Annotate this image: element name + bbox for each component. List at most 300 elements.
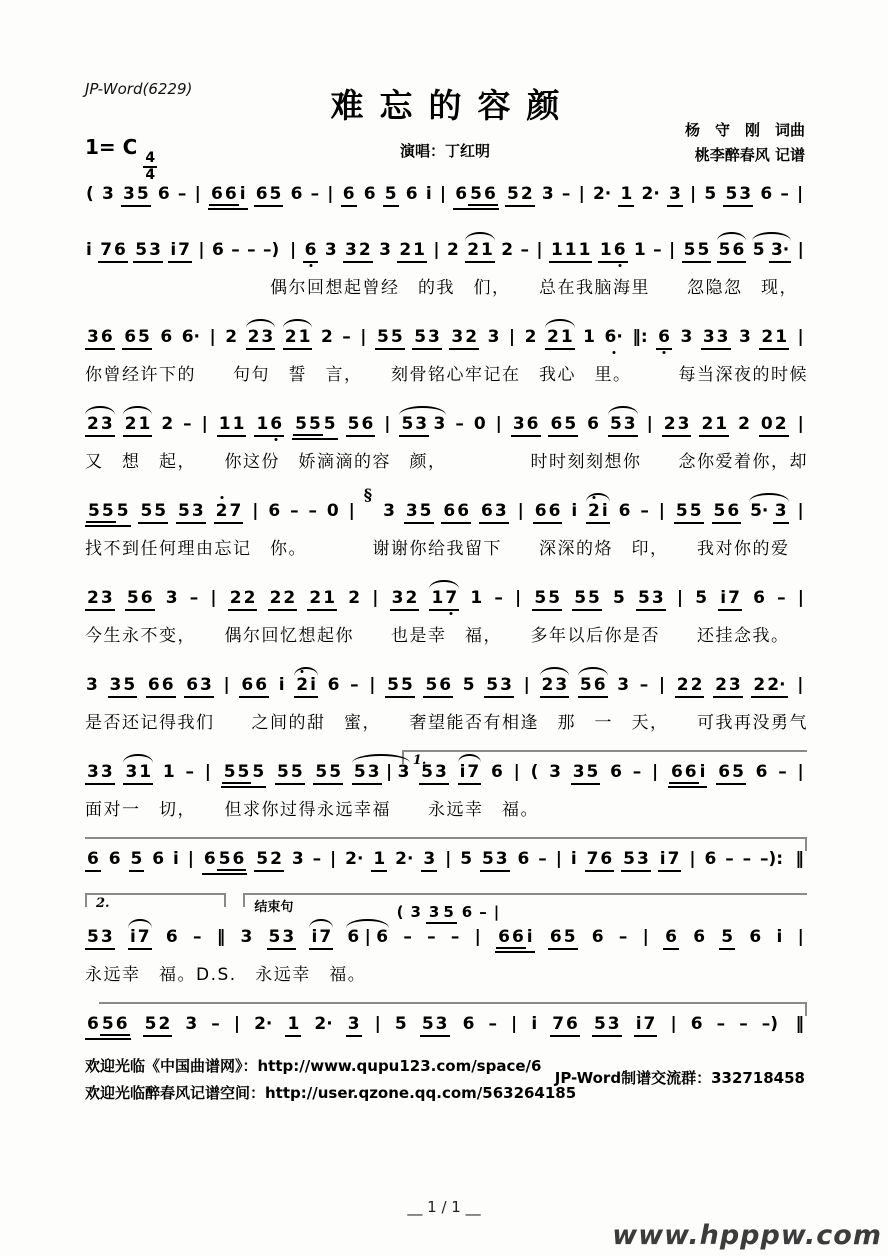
beam-group bbox=[608, 414, 638, 437]
beam-group bbox=[550, 1014, 580, 1037]
note: 5 bbox=[315, 762, 328, 782]
score-line bbox=[85, 572, 805, 646]
notation-row bbox=[85, 762, 805, 789]
beam-group bbox=[267, 927, 297, 950]
note: 1 bbox=[138, 414, 151, 434]
beam-group bbox=[429, 588, 459, 611]
slur-arc bbox=[749, 501, 789, 524]
note: 3 bbox=[261, 327, 274, 347]
beam-group bbox=[682, 240, 712, 263]
note: 6 bbox=[526, 414, 539, 434]
note: i bbox=[720, 588, 727, 608]
note: 2 bbox=[309, 588, 322, 608]
beam-group bbox=[548, 414, 578, 437]
music-symbol: –) bbox=[761, 1014, 779, 1034]
note: 6 bbox=[327, 675, 340, 695]
lyrics-row: 偶尔回想起曾经 的我 们， 总在我脑海里 忽隐忽 现， bbox=[85, 278, 798, 298]
note: 5 bbox=[421, 762, 433, 782]
music-symbol: – bbox=[725, 849, 734, 869]
score-line bbox=[85, 746, 805, 820]
beam-group bbox=[773, 501, 789, 524]
music-symbol: – bbox=[247, 240, 256, 260]
score-line bbox=[85, 833, 805, 876]
note: i bbox=[129, 927, 136, 947]
barline: | bbox=[348, 501, 355, 521]
beam-group bbox=[217, 849, 247, 871]
music-symbol: – bbox=[350, 675, 359, 695]
note: 6 bbox=[232, 849, 245, 869]
beam-group bbox=[85, 762, 115, 785]
note: 2 bbox=[269, 588, 282, 608]
note: 5 bbox=[462, 675, 475, 695]
barline: | bbox=[658, 501, 665, 521]
note: 1 bbox=[373, 849, 386, 869]
music-symbol: – bbox=[632, 762, 642, 782]
beam-group bbox=[209, 184, 239, 206]
music-symbol: – bbox=[403, 927, 412, 947]
music-symbol: – bbox=[653, 240, 662, 260]
note: 3 bbox=[291, 849, 304, 869]
note: i bbox=[170, 240, 177, 260]
slur-arc bbox=[578, 675, 608, 698]
score-line bbox=[85, 889, 805, 985]
note: 3 bbox=[623, 414, 636, 434]
note: 7 bbox=[229, 501, 242, 521]
note: 6 bbox=[534, 501, 547, 521]
music-symbol: – bbox=[308, 501, 317, 521]
note: 5 bbox=[130, 849, 143, 869]
beam-group bbox=[123, 762, 153, 785]
note: 5 bbox=[421, 1014, 434, 1034]
note: 6 bbox=[290, 184, 303, 204]
barline: | bbox=[384, 414, 391, 434]
music-symbol: – bbox=[450, 927, 460, 947]
note: 3 bbox=[607, 1014, 620, 1034]
note: 3 bbox=[345, 240, 357, 260]
note: 5 bbox=[486, 675, 499, 695]
beam-group bbox=[343, 240, 373, 263]
note: 6 bbox=[593, 675, 606, 695]
lyrics-row: 今生永不变， 偶尔回忆想起你 也是幸 福， 多年以后你是否 还挂念我。 bbox=[85, 626, 790, 646]
note: i bbox=[601, 501, 608, 521]
barline: ‖ bbox=[795, 849, 804, 869]
note: i bbox=[571, 501, 578, 521]
note: i bbox=[776, 927, 783, 947]
barline: | bbox=[374, 1014, 381, 1034]
note: 6 bbox=[100, 327, 113, 347]
note: 1 bbox=[323, 588, 336, 608]
note: 5 bbox=[178, 501, 190, 521]
note: 6 bbox=[304, 240, 317, 260]
note: 5 bbox=[548, 588, 561, 608]
slur-arc bbox=[246, 327, 276, 350]
slur-arc bbox=[294, 675, 318, 698]
music-symbol: – bbox=[561, 184, 571, 204]
note: 6 bbox=[613, 240, 626, 260]
beam-group bbox=[138, 501, 168, 524]
score-lines bbox=[85, 168, 808, 1054]
note: 3 bbox=[109, 675, 122, 695]
beam-group bbox=[285, 1014, 301, 1037]
barline: | bbox=[439, 184, 447, 204]
score-line bbox=[85, 485, 805, 559]
note: 1 bbox=[775, 327, 788, 347]
lyrics-row: 永远幸 福。D.S. 永远幸 福。 bbox=[85, 965, 367, 985]
beam-group bbox=[254, 184, 284, 207]
note: i bbox=[699, 762, 706, 782]
music-symbol: – bbox=[189, 588, 199, 608]
notation-row bbox=[85, 588, 805, 615]
note: 1 bbox=[564, 240, 577, 260]
beam-group bbox=[85, 327, 115, 350]
music-symbol: – bbox=[427, 927, 436, 947]
barline: | bbox=[651, 762, 659, 782]
note: 1 bbox=[481, 240, 493, 260]
note: 2 bbox=[284, 327, 297, 347]
note: 6 bbox=[203, 849, 216, 869]
note: 1 bbox=[715, 414, 728, 434]
barline: | bbox=[201, 414, 208, 434]
barline: | bbox=[385, 762, 393, 782]
note: 5 bbox=[588, 588, 600, 608]
note: 1 bbox=[413, 240, 425, 260]
note: 2 bbox=[124, 414, 137, 434]
beam-group bbox=[598, 240, 628, 263]
note: 6 bbox=[160, 327, 173, 347]
note: 3 bbox=[572, 762, 585, 782]
note: 3 bbox=[451, 327, 464, 347]
beam-group bbox=[675, 675, 705, 698]
note: 1 bbox=[232, 414, 245, 434]
barline: | bbox=[797, 327, 804, 347]
note: 3 bbox=[101, 184, 114, 204]
volta-label: 2. bbox=[93, 896, 113, 911]
beam-group bbox=[545, 327, 575, 350]
music-symbol: – bbox=[538, 849, 547, 869]
note: 5 bbox=[718, 240, 731, 260]
beam-group bbox=[712, 501, 742, 524]
note: 5 bbox=[752, 240, 765, 260]
note: 1 bbox=[583, 327, 596, 347]
beam-group bbox=[383, 184, 399, 207]
note: 6 bbox=[566, 1014, 578, 1034]
note: 2· bbox=[254, 1014, 273, 1034]
note: 3 bbox=[423, 849, 436, 869]
note: 3 bbox=[702, 327, 715, 347]
beam-group bbox=[769, 240, 791, 263]
footer-link-qzone[interactable]: 欢迎光临醉春风记谱空间：http://user.qzone.qq.com/563264185 bbox=[85, 1084, 577, 1102]
note: 2 bbox=[405, 588, 418, 608]
note: 6 bbox=[658, 327, 670, 347]
header bbox=[85, 0, 805, 183]
beam-group bbox=[759, 414, 789, 437]
note: 2 bbox=[676, 675, 689, 695]
watermark: www.hpppw.com bbox=[612, 1220, 882, 1251]
volta-label: 1. bbox=[410, 753, 430, 768]
note: 1 bbox=[633, 240, 646, 260]
note: 5 bbox=[506, 184, 519, 204]
beam-group bbox=[668, 762, 708, 788]
notation-row bbox=[85, 485, 805, 528]
slur-arc bbox=[608, 414, 638, 437]
note: 3 bbox=[428, 327, 440, 347]
slur-arc bbox=[128, 927, 152, 950]
beam-group bbox=[495, 927, 535, 953]
note: 5 bbox=[564, 414, 577, 434]
volta-label: 结束句 bbox=[251, 896, 296, 915]
note: 2 bbox=[358, 240, 371, 260]
note: 5 bbox=[268, 927, 281, 947]
note: 3 bbox=[428, 903, 440, 921]
note: 2 bbox=[588, 501, 600, 521]
note: 7 bbox=[467, 762, 480, 782]
beam-group bbox=[125, 588, 155, 611]
note: 3 bbox=[165, 588, 178, 608]
note: 3 bbox=[668, 184, 681, 204]
note: 3 bbox=[487, 327, 500, 347]
note: 3 bbox=[379, 240, 391, 260]
note: 6 bbox=[347, 927, 360, 947]
note: 3 bbox=[739, 327, 751, 347]
note: 1 bbox=[578, 240, 591, 260]
beam-group bbox=[716, 762, 746, 785]
note: 3 bbox=[397, 762, 410, 782]
note: 2 bbox=[348, 588, 361, 608]
beam-group bbox=[85, 588, 115, 611]
note: 3 bbox=[415, 414, 428, 434]
note: 6 bbox=[443, 501, 456, 521]
note: 2 bbox=[283, 588, 296, 608]
note: 5 bbox=[695, 588, 708, 608]
note: 6 bbox=[727, 501, 740, 521]
barline: | bbox=[690, 184, 697, 204]
beam-group bbox=[307, 588, 337, 611]
music-symbol: – bbox=[716, 1014, 726, 1034]
volta-bracket bbox=[85, 893, 226, 911]
note: 2 bbox=[774, 414, 787, 434]
notation-row bbox=[85, 414, 805, 441]
lyricist-credit: 杨 守 刚 词曲 bbox=[684, 121, 805, 139]
beam-group bbox=[184, 675, 214, 698]
beam-group bbox=[713, 675, 743, 698]
note: 2 bbox=[738, 414, 750, 434]
note: 6 bbox=[548, 501, 561, 521]
note: 3 bbox=[651, 588, 664, 608]
beam-group bbox=[375, 327, 405, 350]
beam-group bbox=[505, 184, 535, 207]
note: 2· bbox=[641, 184, 660, 204]
note: 6 bbox=[704, 849, 717, 869]
music-symbol: – bbox=[777, 588, 786, 608]
note: 6 bbox=[760, 184, 773, 204]
barline: | bbox=[513, 762, 520, 782]
slur-arc bbox=[465, 240, 495, 263]
note: 5 bbox=[276, 762, 289, 782]
note: 6 bbox=[610, 762, 622, 782]
barline: | bbox=[194, 184, 201, 204]
note: 2· bbox=[395, 849, 414, 869]
notation-row bbox=[85, 240, 805, 267]
note: 1 bbox=[287, 1014, 300, 1034]
note: 2 bbox=[465, 327, 478, 347]
slur-arc bbox=[283, 327, 313, 350]
beam-group bbox=[540, 675, 570, 698]
transcriber-credit: 桃李醉春风 记谱 bbox=[694, 145, 805, 164]
song-title: 难忘的容颜 bbox=[330, 86, 576, 125]
beam-group bbox=[663, 927, 679, 950]
note: 5 bbox=[425, 675, 438, 695]
barline: | bbox=[204, 762, 211, 782]
beam-group bbox=[217, 414, 247, 437]
note: 7 bbox=[137, 927, 150, 947]
note: 6 bbox=[376, 927, 389, 947]
beam-group bbox=[592, 1014, 622, 1037]
beam-group bbox=[532, 588, 562, 611]
note: 7 bbox=[728, 588, 740, 608]
slur-arc bbox=[717, 240, 747, 263]
note: 6 bbox=[511, 927, 524, 947]
note: 2 bbox=[715, 675, 727, 695]
note: 2 bbox=[761, 327, 774, 347]
music-symbol: – bbox=[192, 927, 202, 947]
barline: | bbox=[578, 184, 585, 204]
note: 5 bbox=[101, 501, 114, 521]
note: 6 bbox=[755, 762, 768, 782]
note: 5 bbox=[481, 849, 494, 869]
music-symbol: – bbox=[739, 1014, 748, 1034]
note: 5 bbox=[613, 588, 625, 608]
note: 5 bbox=[144, 1014, 157, 1034]
beam-group bbox=[621, 849, 651, 872]
beam-group bbox=[239, 675, 269, 698]
note: 5 bbox=[347, 414, 360, 434]
note: 6 bbox=[211, 184, 223, 204]
note: 5 bbox=[126, 588, 139, 608]
music-symbol: – bbox=[479, 903, 487, 921]
note: 6 bbox=[461, 903, 473, 921]
note: 3 bbox=[435, 762, 447, 782]
note: 6 bbox=[749, 927, 762, 947]
beam-group bbox=[98, 240, 128, 263]
note: 3 bbox=[677, 414, 690, 434]
beam-group bbox=[618, 184, 634, 207]
note: 6 bbox=[363, 184, 376, 204]
barline: | bbox=[797, 588, 804, 608]
note: 6 bbox=[255, 184, 268, 204]
note: 6 bbox=[161, 675, 174, 695]
note: 3 bbox=[637, 849, 649, 869]
note: 7 bbox=[667, 849, 680, 869]
beam-group bbox=[133, 240, 163, 263]
barline: ‖: bbox=[632, 327, 648, 347]
beam-group bbox=[719, 927, 735, 950]
note: 5 bbox=[290, 762, 303, 782]
beam-group bbox=[254, 414, 284, 437]
time-denominator: 4 bbox=[145, 166, 156, 183]
note: 2 bbox=[701, 414, 714, 434]
note: 3 bbox=[739, 184, 752, 204]
note: 2 bbox=[753, 675, 766, 695]
note: 6 bbox=[670, 762, 683, 782]
note: 6 bbox=[498, 927, 510, 947]
beam-group bbox=[176, 501, 206, 524]
note: 0 bbox=[473, 414, 486, 434]
note: 6 bbox=[211, 240, 224, 260]
music-symbol: – bbox=[488, 1014, 497, 1034]
notation-row bbox=[85, 849, 805, 876]
note: 5 bbox=[579, 675, 592, 695]
beam-group bbox=[751, 675, 787, 698]
note: 3 bbox=[405, 501, 418, 521]
beam-group bbox=[717, 240, 747, 263]
note: 6· bbox=[604, 327, 623, 347]
score-line bbox=[85, 224, 805, 298]
barline: | bbox=[210, 588, 217, 608]
note: 7 bbox=[319, 927, 332, 947]
beam-group bbox=[221, 762, 267, 788]
barline: | bbox=[198, 240, 205, 260]
note: 3 bbox=[435, 1014, 448, 1034]
note: 3 bbox=[728, 675, 741, 695]
notation-row bbox=[85, 675, 805, 702]
note: 2· bbox=[767, 675, 786, 695]
music-symbol: – bbox=[778, 762, 787, 782]
note: 6 bbox=[550, 414, 563, 434]
note: 3 bbox=[200, 675, 212, 695]
beam-group bbox=[533, 501, 563, 524]
beam-group bbox=[585, 849, 615, 872]
footer-link-qupu[interactable]: 欢迎光临《中国曲谱网》：http://www.qupu123.com/space/6 bbox=[85, 1057, 542, 1075]
barline: | bbox=[658, 675, 666, 695]
note: 1 bbox=[162, 762, 175, 782]
beam-group bbox=[143, 1014, 173, 1037]
note: 5· bbox=[750, 501, 769, 521]
beam-group bbox=[421, 849, 437, 872]
note: 1 bbox=[550, 240, 563, 260]
note: 5 bbox=[140, 501, 153, 521]
note: 3 bbox=[125, 762, 138, 782]
note: 3 bbox=[123, 184, 135, 204]
music-symbol: – bbox=[290, 501, 299, 521]
beam-group bbox=[586, 501, 610, 524]
note: 5 bbox=[138, 327, 150, 347]
note: 5 bbox=[683, 240, 696, 260]
note: 6 bbox=[693, 927, 706, 947]
beam-group bbox=[85, 1014, 131, 1040]
barline: | bbox=[555, 849, 562, 869]
slur-arc bbox=[123, 414, 153, 437]
slur-arc bbox=[545, 327, 575, 350]
note: 5 bbox=[323, 414, 336, 434]
beam-group bbox=[341, 184, 357, 207]
beam-group bbox=[123, 414, 153, 437]
barline: | bbox=[642, 927, 649, 947]
barline: | bbox=[330, 849, 337, 869]
note: 6 bbox=[87, 849, 99, 869]
note: 5 bbox=[725, 184, 738, 204]
note: 3 bbox=[367, 762, 380, 782]
note: 3 bbox=[282, 927, 295, 947]
beam-group bbox=[441, 501, 471, 524]
beam-group bbox=[346, 1014, 362, 1037]
score-line bbox=[85, 311, 808, 385]
note: 1 bbox=[218, 414, 231, 434]
beam-group bbox=[453, 184, 499, 210]
note: 6 bbox=[439, 675, 452, 695]
note: 2 bbox=[87, 588, 99, 608]
note: 2 bbox=[247, 327, 260, 347]
slur-arc bbox=[540, 675, 570, 698]
